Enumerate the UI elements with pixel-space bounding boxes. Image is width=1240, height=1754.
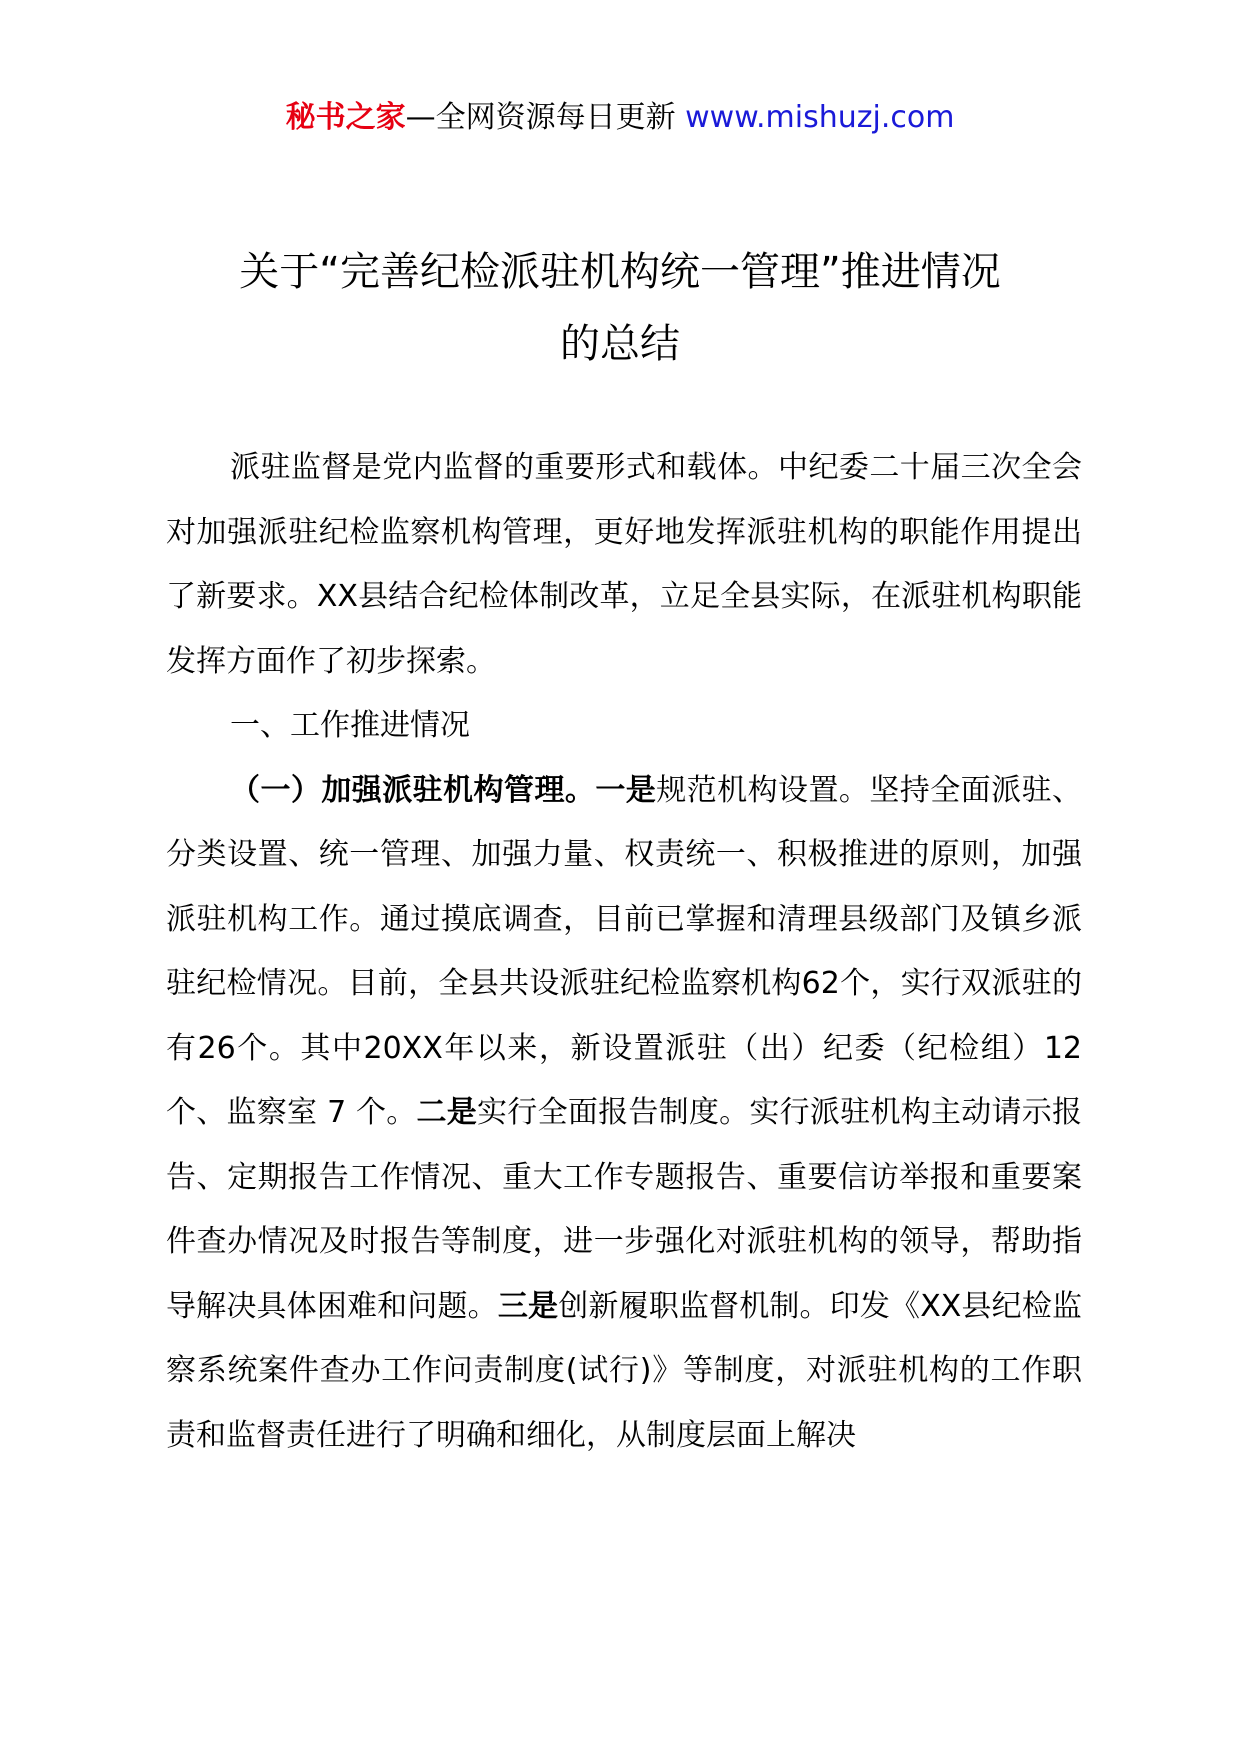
header-slogan: —全网资源每日更新 (405, 100, 676, 135)
point-marker-2: 二是 (416, 1095, 478, 1130)
title-line-2: 的总结 (560, 321, 680, 367)
site-url-link[interactable]: www.mishuzj.com (685, 100, 955, 135)
point-text-3: 创新履职监督机制。印发《XX县纪检监察系统案件查办工作问责制度(试行)》等制度，对派驻机构的工作职责和监督责任进行了明确和细化，从制度层面上解决 (166, 1288, 1083, 1453)
intro-paragraph: 派驻监督是党内监督的重要形式和载体。中纪委二十届三次全会对加强派驻纪检监察机构管理，更好地发挥派驻机构的职能作用提出了新要求。XX县结合纪检体制改革，立足全县实际，在派驻机构职能发挥方面作了初步探索。 (166, 450, 1082, 679)
title-line-1: 关于“完善纪检派驻机构统一管理”推进情况 (239, 249, 1001, 295)
subsection-paragraph (166, 759, 1082, 1469)
section-heading: 一、工作推进情况 (230, 708, 470, 743)
point-text-1: 规范机构设置。坚持全面派驻、分类设置、统一管理、加强力量、权责统一、积极推进的原则，加强派驻机构工作。通过摸底调查，目前已掌握和清理县级部门及镇乡派驻纪检情况。目前，全县共设派驻纪检监察机构62个，实行双派驻的有26个。其中20XX年以来，新设置派驻（出）纪委（纪检组）12个、监察室 7 个。 (166, 772, 1083, 1130)
point-marker-3: 三是 (497, 1288, 559, 1324)
brand-name: 秘书之家 (285, 100, 406, 135)
point-marker-1: 一是 (595, 772, 657, 808)
site-header (0, 98, 1240, 138)
document-title (150, 236, 1090, 380)
subsection-heading: （一）加强派驻机构管理。 (230, 772, 596, 808)
point-text-2: 实行全面报告制度。实行派驻机构主动请示报告、定期报告工作情况、重大工作专题报告、重要信访举报和重要案件查办情况及时报告等制度，进一步强化对派驻机构的领导，帮助指导解决具体困难和问题。 (166, 1095, 1083, 1324)
document-body (166, 436, 1082, 1468)
